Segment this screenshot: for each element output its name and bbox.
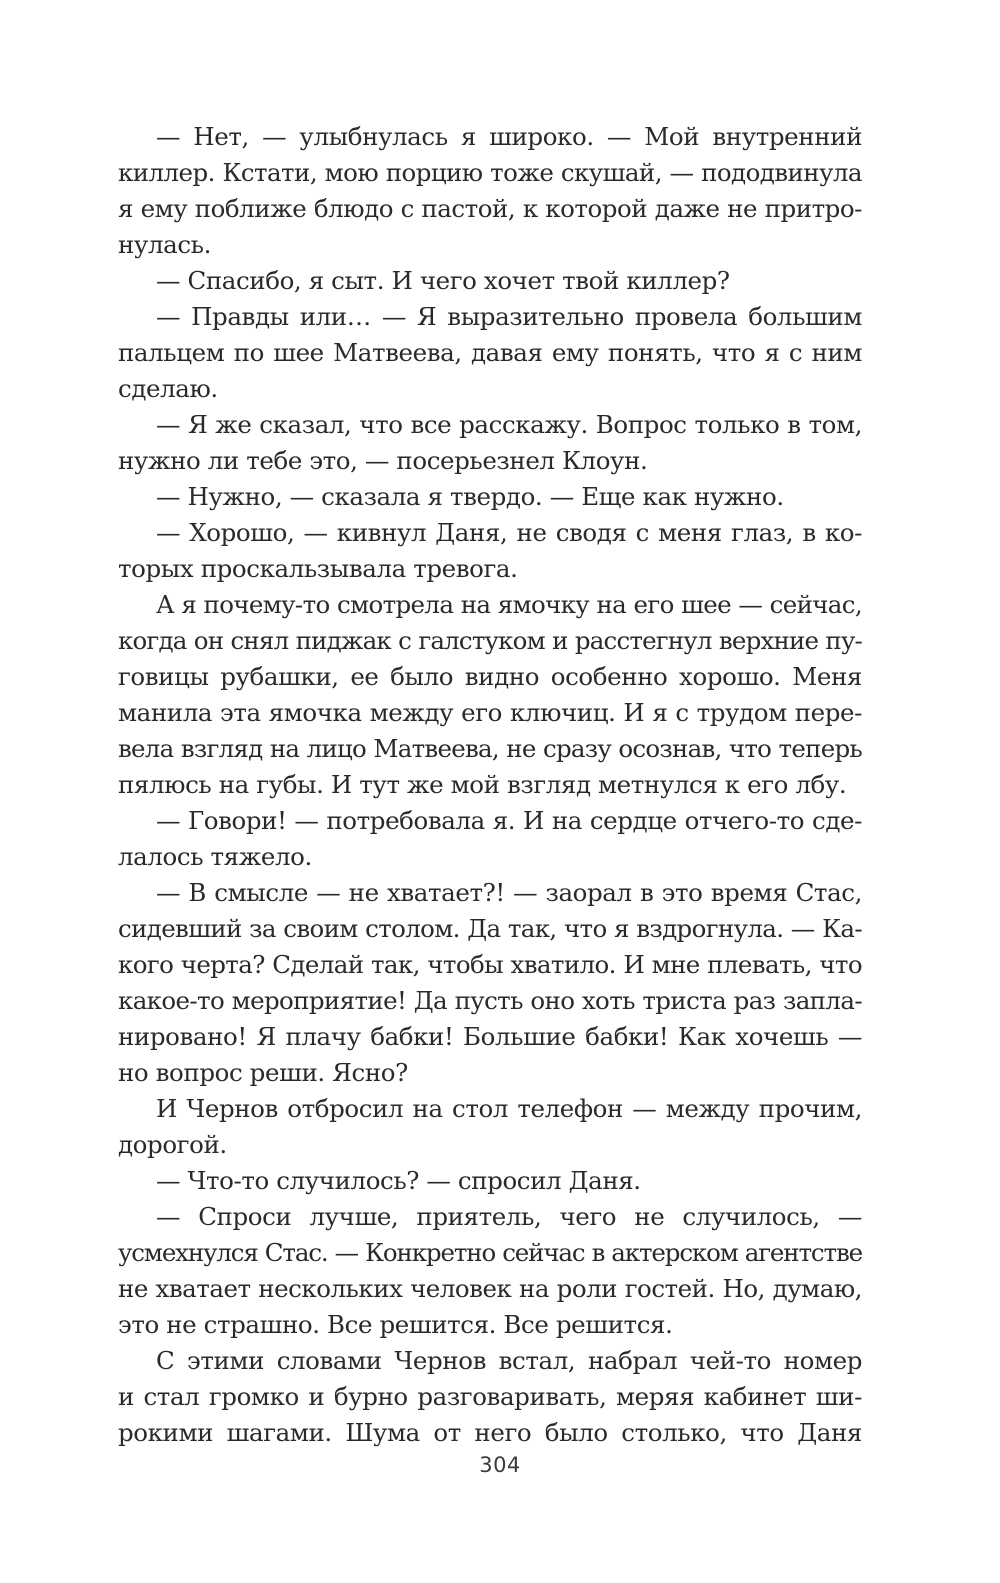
text-line: нировано! Я плачу бабки! Большие бабки! Как хочешь — [118, 1022, 862, 1051]
text-line: манила эта ямочка между его ключиц. И я с трудом пере- [118, 698, 862, 727]
text-line: когда он снял пиджак с галстуком и расстегнул верхние пу- [118, 626, 862, 655]
text-line: — Хорошо, — кивнул Даня, не сводя с меня глаз, в ко- [156, 518, 862, 547]
text-line: киллер. Кстати, мою порцию тоже скушай, — пододвинула [118, 158, 862, 187]
text-line: я ему поближе блюдо с пастой, к которой даже не притро- [118, 194, 862, 223]
text-line: — Правды или… — Я выразительно провела большим [156, 302, 862, 331]
text-line: не хватает нескольких человек на роли гостей. Но, думаю, [118, 1274, 862, 1303]
text-line: и стал громко и бурно разговаривать, меряя кабинет ши- [118, 1382, 862, 1411]
page-number: 304 [479, 1453, 521, 1477]
text-line: нужно ли тебе это, — посерьезнел Клоун. [118, 446, 648, 475]
text-line: это не страшно. Все решится. Все решится. [118, 1310, 673, 1339]
body-text [118, 119, 862, 1451]
text-line: С этими словами Чернов встал, набрал чей-то номер [156, 1346, 862, 1375]
text-line: — В смысле — не хватает?! — заорал в это время Стас, [156, 878, 862, 907]
text-line: — Я же сказал, что все расскажу. Вопрос только в том, [156, 410, 862, 439]
text-line: дорогой. [118, 1130, 227, 1159]
text-line: лалось тяжело. [118, 842, 312, 871]
text-line: но вопрос реши. Ясно? [118, 1058, 408, 1087]
text-line: торых проскальзывала тревога. [118, 554, 518, 583]
text-line: — Что-то случилось? — спросил Даня. [156, 1166, 641, 1195]
text-line: рокими шагами. Шума от него было столько, что Даня [118, 1418, 862, 1447]
text-line: — Нужно, — сказала я твердо. — Еще как нужно. [156, 482, 784, 511]
text-line: сделаю. [118, 374, 218, 403]
text-line: — Говори! — потребовала я. И на сердце отчего-то сде- [156, 806, 862, 835]
text-line: вела взгляд на лицо Матвеева, не сразу осознав, что теперь [118, 734, 862, 763]
text-line: сидевший за своим столом. Да так, что я вздрогнула. — Ка- [118, 914, 862, 943]
text-line: А я почему-то смотрела на ямочку на его шее — сейчас, [156, 590, 862, 619]
text-line: усмехнулся Стас. — Конкретно сейчас в актерском агентстве [118, 1238, 862, 1267]
text-line: — Спроси лучше, приятель, чего не случилось, — [156, 1202, 862, 1231]
text-line: кого черта? Сделай так, чтобы хватило. И мне плевать, что [118, 950, 862, 979]
text-line: — Спасибо, я сыт. И чего хочет твой киллер? [156, 266, 730, 295]
text-line: пальцем по шее Матвеева, давая ему понять, что я с ним [118, 338, 862, 367]
text-line: И Чернов отбросил на стол телефон — между прочим, [156, 1094, 862, 1123]
text-line: — Нет, — улыбнулась я широко. — Мой внутренний [156, 122, 862, 151]
text-line: пялюсь на губы. И тут же мой взгляд метнулся к его лбу. [118, 770, 847, 799]
text-line: говицы рубашки, ее было видно особенно хорошо. Меня [118, 662, 862, 691]
text-line: нулась. [118, 230, 211, 259]
text-line: какое-то мероприятие! Да пусть оно хоть триста раз запла- [118, 986, 862, 1015]
